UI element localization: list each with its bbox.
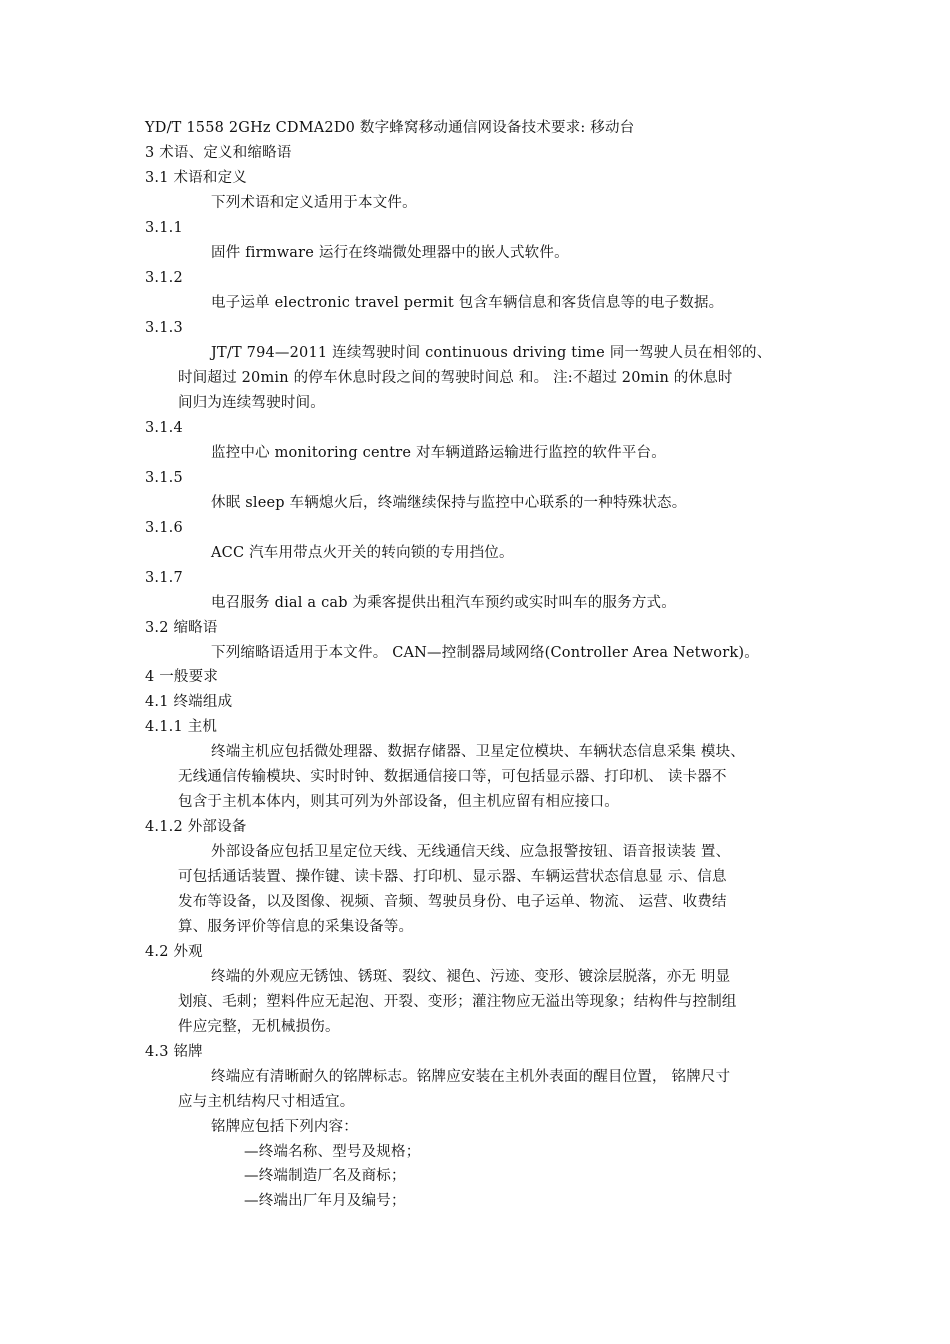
paragraph-line: 下列术语和定义适用于本文件。 [211, 195, 417, 211]
heading-3-2: 3.2 缩略语 [145, 620, 218, 636]
document-header: YD/T 1558 2GHz CDMA2D0 数字蜂窝移动通信网设备技术要求: 移动台 [145, 120, 635, 136]
paragraph-line: 算、服务评价等信息的采集设备等。 [178, 919, 414, 935]
paragraph-line: 无线通信传输模块、实时时钟、数据通信接口等，可包括显示器、打印机、 读卡器不 [178, 769, 727, 785]
paragraph-line: 外部设备应包括卫星定位天线、无线通信天线、应急报警按钮、语音报读装 置、 [211, 844, 731, 860]
paragraph-line: 发布等设备，以及图像、视频、音频、驾驶员身份、电子运单、物流、 运营、收费结 [178, 894, 727, 910]
heading-3-1-3: 3.1.3 [145, 320, 183, 336]
definition-line: 监控中心 monitoring centre 对车辆道路运输进行监控的软件平台。 [211, 445, 666, 461]
paragraph-line: 可包括通话装置、操作键、读卡器、打印机、显示器、车辆运营状态信息显 示、信息 [178, 869, 727, 885]
definition-line: 电子运单 electronic travel permit 包含车辆信息和客货信息等的电子数据。 [211, 295, 724, 311]
heading-4-2: 4.2 外观 [145, 944, 203, 960]
heading-4-1-1: 4.1.1 主机 [145, 719, 218, 735]
definition-line: ACC 汽车用带点火开关的转向锁的专用挡位。 [211, 545, 514, 561]
heading-3-1-1: 3.1.1 [145, 220, 183, 236]
heading-4-1-2: 4.1.2 外部设备 [145, 819, 247, 835]
heading-3: 3 术语、定义和缩略语 [145, 145, 292, 161]
list-item: —终端出厂年月及编号； [244, 1193, 406, 1209]
heading-3-1-6: 3.1.6 [145, 520, 183, 536]
definition-line: 电召服务 dial a cab 为乘客提供出租汽车预约或实时叫车的服务方式。 [211, 595, 676, 611]
list-item: —终端名称、型号及规格； [244, 1144, 421, 1160]
heading-4-3: 4.3 铭牌 [145, 1044, 203, 1060]
definition-line: JT/T 794—2011 连续驾驶时间 continuous driving time 同一驾驶人员在相邻的、 [211, 345, 772, 361]
paragraph-line: 下列缩略语适用于本文件。 CAN—控制器局域网络(Controller Area Network)。 [211, 645, 759, 661]
paragraph-line: 划痕、毛刺；塑料件应无起泡、开裂、变形；灌注物应无溢出等现象；结构件与控制组 [178, 994, 737, 1010]
list-item: —终端制造厂名及商标； [244, 1168, 406, 1184]
paragraph-line: 终端的外观应无锈蚀、锈斑、裂纹、褪色、污迹、变形、镀涂层脱落，亦无 明显 [211, 969, 731, 985]
heading-3-1-4: 3.1.4 [145, 420, 183, 436]
paragraph-line: 铭牌应包括下列内容： [211, 1119, 358, 1135]
paragraph-line: 包含于主机本体内，则其可列为外部设备，但主机应留有相应接口。 [178, 794, 619, 810]
heading-3-1: 3.1 术语和定义 [145, 170, 247, 186]
definition-line: 间归为连续驾驶时间。 [178, 395, 325, 411]
paragraph-line: 应与主机结构尺寸相适宜。 [178, 1094, 355, 1110]
paragraph-line: 件应完整，无机械损伤。 [178, 1019, 340, 1035]
heading-3-1-5: 3.1.5 [145, 470, 183, 486]
paragraph-line: 终端应有清晰耐久的铭牌标志。铭牌应安装在主机外表面的醒目位置， 铭牌尺寸 [211, 1069, 731, 1085]
definition-line: 休眠 sleep 车辆熄火后，终端继续保持与监控中心联系的一种特殊状态。 [211, 495, 687, 511]
definition-line: 固件 firmware 运行在终端微处理器中的嵌人式软件。 [211, 245, 569, 261]
paragraph-line: 终端主机应包括微处理器、数据存储器、卫星定位模块、车辆状态信息采集 模块、 [211, 744, 746, 760]
heading-3-1-2: 3.1.2 [145, 270, 183, 286]
heading-3-1-7: 3.1.7 [145, 570, 183, 586]
heading-4-1: 4.1 终端组成 [145, 694, 233, 710]
heading-4: 4 一般要求 [145, 669, 219, 685]
definition-line: 时间超过 20min 的停车休息时段之间的驾驶时间总 和。 注:不超过 20min 的休息时 [178, 370, 733, 386]
